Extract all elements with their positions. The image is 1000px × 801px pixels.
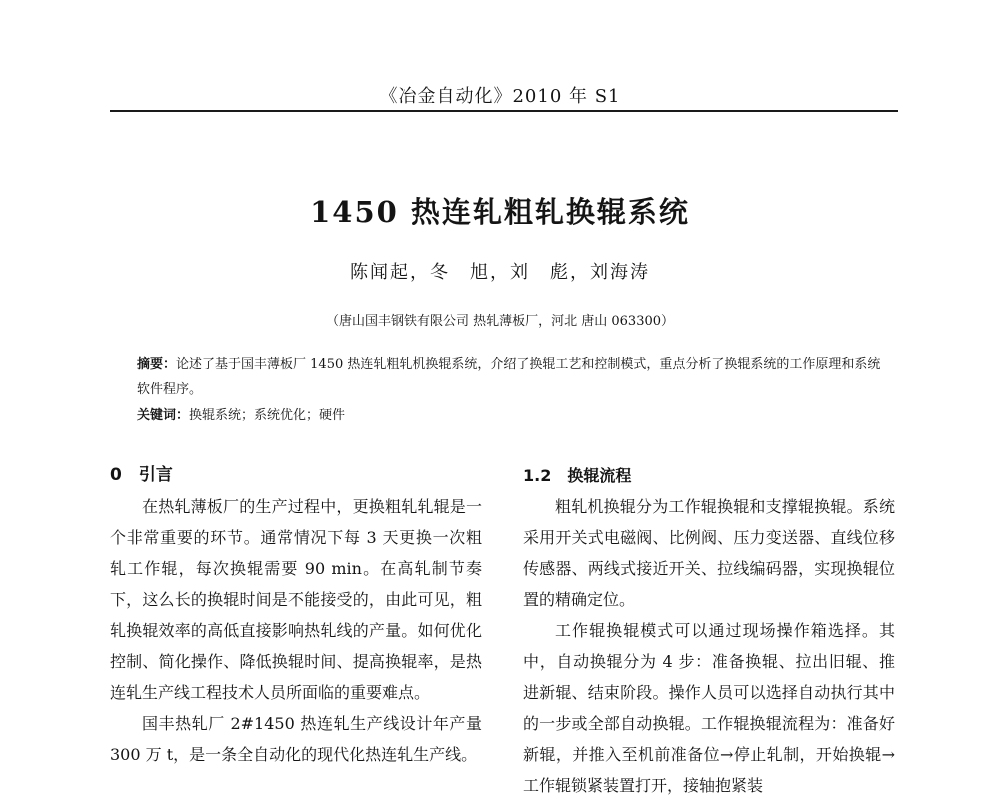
- journal-header: 《冶金自动化》2010 年 S1: [379, 86, 621, 107]
- keywords-label: 关键词：: [137, 408, 190, 423]
- process-paragraph-1: 粗轧机换辊分为工作辊换辊和支撑辊换辊。系统采用开关式电磁阀、比例阀、压力变送器、直线位移传感器、两线式接近开关、拉线编码器，实现换辊位置的精确定位。: [523, 497, 895, 609]
- keywords-text: 换辊系统；系统优化；硬件: [189, 408, 346, 423]
- author-list: 陈闻起，冬 旭，刘 彪，刘海涛: [350, 262, 650, 283]
- process-paragraph-2: 工作辊换辊模式可以通过现场操作箱选择。其中，自动换辊分为 4 步：准备换辊、拉出旧辊、推进新辊、结束阶段。操作人员可以选择自动执行其中的一步或全部自动换辊。工作辊换辊流程为：准备好新辊，并推入至机前准备位→停止轧制，开始换辊→工作辊锁紧装置打开，接轴抱紧装: [523, 621, 895, 795]
- abstract: [137, 352, 882, 402]
- header-rule: [110, 110, 898, 112]
- right-column: [523, 460, 895, 801]
- left-column: [110, 460, 482, 770]
- section-heading-roll-change-process: 1.2 换辊流程: [523, 466, 632, 485]
- abstract-text: 论述了基于国丰薄板厂 1450 热连轧粗轧机换辊系统，介绍了换辊工艺和控制模式，重点分析了换辊系统的工作原理和系统软件程序。: [137, 357, 881, 397]
- intro-paragraph-2: 国丰热轧厂 2#1450 热连轧生产线设计年产量 300 万 t，是一条全自动化的现代化热连轧生产线。: [110, 714, 482, 764]
- intro-paragraph-1: 在热轧薄板厂的生产过程中，更换粗轧轧辊是一个非常重要的环节。通常情况下每 3 天更换一次粗轧工作辊，每次换辊需要 90 min。在高轧制节奏下，这么长的换辊时间是不能接受的，由此可见，粗轧换辊效率的高低直接影响热轧线的产量。如何优化控制、简化操作、降低换辊时间、提高换辊率，是热连轧生产线工程技术人员所面临的重要难点。: [110, 497, 482, 702]
- keywords: [137, 404, 882, 423]
- affiliation: （唐山国丰钢铁有限公司 热轧薄板厂，河北 唐山 063300）: [325, 314, 675, 329]
- paper-title: 1450 热连轧粗轧换辊系统: [310, 195, 690, 229]
- section-heading-introduction: 0 引言: [110, 465, 173, 485]
- abstract-label: 摘要：: [137, 357, 177, 372]
